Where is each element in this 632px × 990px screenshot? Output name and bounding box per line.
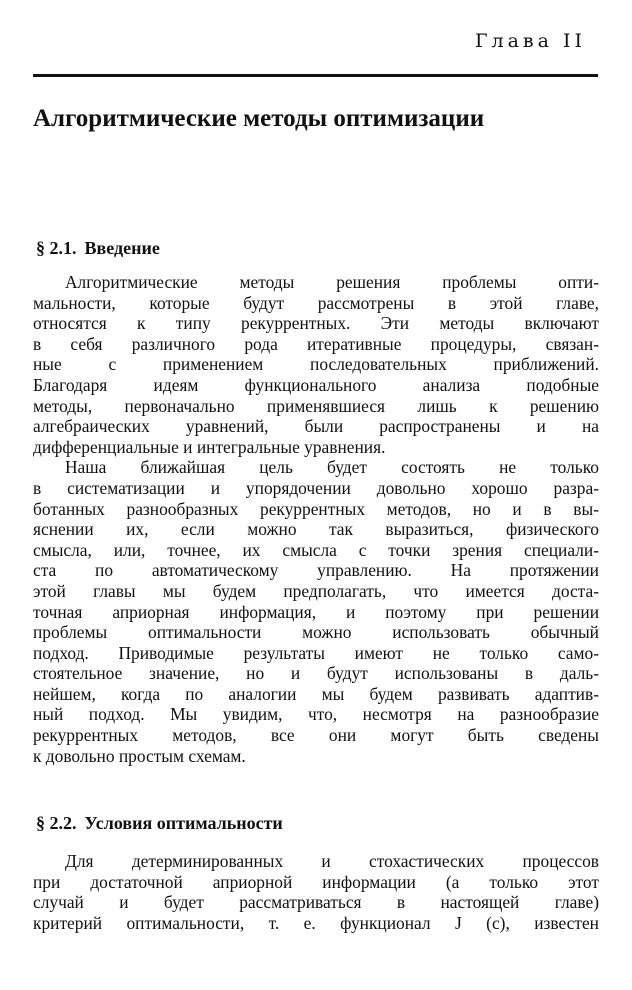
section-body	[33, 272, 599, 766]
text-line: методы, первоначально применявшиеся лишь к решению	[33, 395, 599, 416]
header-rule	[33, 74, 598, 77]
section-heading	[36, 238, 160, 260]
text-line: ста по автоматическому управлению. На протяжении	[33, 560, 599, 581]
chapter-title: Алгоритмические методы оптимизации	[33, 105, 485, 132]
text-line: проблемы оптимальности можно использовать обычный	[33, 622, 599, 643]
text-line: Наша ближайшая цель будет состоять не только	[65, 457, 599, 478]
text-line: алгебраических уравнений, были распространены и на	[33, 416, 599, 437]
text-line: нейшем, когда по аналогии мы будем развивать адаптив-	[33, 683, 599, 704]
text-line: мальности, которые будут рассмотрены в этой главе,	[33, 292, 599, 313]
text-line: ные с применением последовательных приближений.	[33, 354, 599, 375]
text-line: случай и будет рассматриваться в настоящей главе)	[33, 892, 599, 913]
text-line: относятся к типу рекуррентных. Эти методы включают	[33, 313, 599, 334]
text-line: Благодаря идеям функционального анализа подобные	[33, 374, 599, 395]
text-line: дифференциальные и интегральные уравнения.	[33, 436, 386, 457]
section-number: § 2.1.	[36, 238, 77, 258]
chapter-label: Глава II	[474, 30, 586, 52]
text-line: ный подход. Мы увидим, что, несмотря на разнообразие	[33, 704, 599, 725]
text-line: точная априорная информация, и поэтому при решении	[33, 601, 599, 622]
text-line: рекуррентных методов, все они могут быть сведены	[33, 725, 599, 746]
text-line: подход. Приводимые результаты имеют не только само-	[33, 642, 599, 663]
section-body	[33, 851, 599, 933]
text-line: к довольно простым схемам.	[33, 745, 246, 766]
text-line: в себя различного рода итеративные процедуры, связан-	[33, 333, 599, 354]
section-title: Условия оптимальности	[84, 813, 283, 833]
text-line: яснении их, если можно так выразиться, физического	[33, 519, 599, 540]
text-line: Для детерминированных и стохастических процессов	[65, 851, 599, 871]
section-title: Введение	[84, 238, 160, 258]
section-number: § 2.2.	[36, 813, 77, 833]
section-heading	[36, 813, 283, 835]
text-line: ботанных разнообразных рекуррентных методов, но и в вы-	[33, 498, 599, 519]
text-line: в систематизации и упорядочении довольно хорошо разра-	[33, 477, 599, 498]
text-line: смысла, или, точнее, их смысла с точки зрения специали-	[33, 539, 599, 560]
text-line: критерий оптимальности, т. е. функционал J (c), известен	[33, 912, 599, 933]
text-line: стоятельное значение, но и будут использованы в даль-	[33, 663, 599, 684]
text-line: этой главы мы будем предполагать, что имеется доста-	[33, 580, 599, 601]
text-line: Алгоритмические методы решения проблемы опти-	[65, 272, 599, 292]
text-line: при достаточной априорной информации (а только этот	[33, 871, 599, 892]
